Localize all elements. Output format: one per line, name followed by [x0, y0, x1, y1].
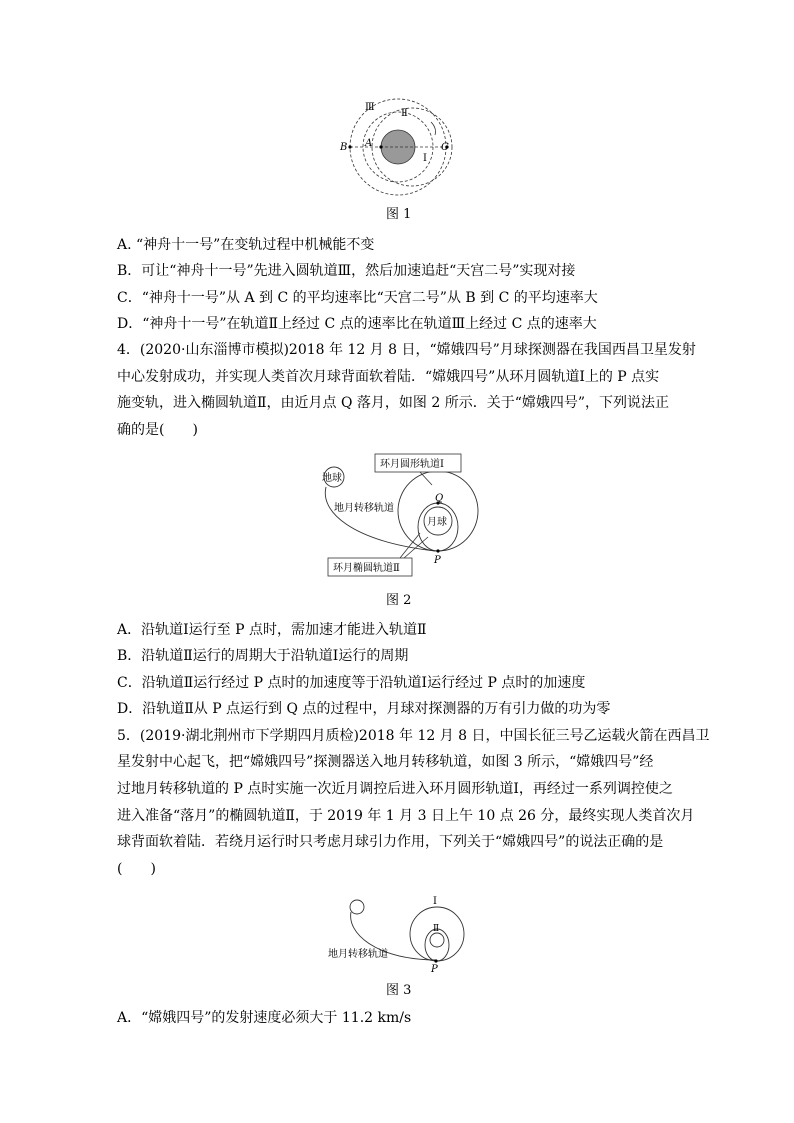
label-orbit-1: 环月圆形轨道Ⅰ: [380, 459, 444, 470]
orbit-1-pointer: [420, 472, 432, 485]
figure-3-diagram: [325, 893, 475, 973]
q3-option-c: C．“神舟十一号”从 A 到 C 的平均速率比“天宫二号”从 B 到 C 的平均速率大: [117, 290, 598, 306]
moon-circle: [430, 933, 444, 947]
q5-line-2: 星发射中心起飞，把“嫦娥四号”探测器送入地月转移轨道，如图 3 所示，“嫦娥四号”经: [117, 754, 654, 770]
q5-option-a: A．“嫦娥四号”的发射速度必须大于 11.2 km/s: [117, 1010, 412, 1026]
figure-2-diagram: [320, 451, 500, 581]
label-transfer-orbit: 地月转移轨道: [328, 949, 388, 960]
label-moon: 月球: [427, 517, 447, 528]
label-orbit-2: Ⅱ: [401, 108, 408, 119]
point-b: [348, 145, 351, 148]
figure-1: [335, 100, 465, 200]
point-p: [436, 549, 439, 552]
q5-line-6: ( ): [117, 861, 156, 877]
q4-option-b: B．沿轨道Ⅱ运行的周期大于沿轨道Ⅰ运行的周期: [117, 648, 409, 664]
figure-2: [320, 451, 500, 581]
transfer-orbit: [325, 487, 435, 551]
q5-line-3: 过地月转移轨道的 P 点时实施一次近月调控后进入环月圆形轨道Ⅰ，再经过一系列调控使之: [117, 781, 673, 797]
figure-1-caption: 图 1: [386, 207, 412, 222]
label-b: B: [340, 142, 348, 153]
label-orbit-1: Ⅰ: [433, 896, 437, 907]
figure-3-caption: 图 3: [386, 983, 412, 998]
earth-circle: [350, 900, 364, 914]
q4-line-1: 4．(2020·山东淄博市模拟)2018 年 12 月 8 日，“嫦娥四号”月球探测器在我国西昌卫星发射: [117, 342, 696, 358]
q5-line-5: 球背面软着陆．若绕月运行时只考虑月球引力作用，下列关于“嫦娥四号”的说法正确的是: [117, 834, 664, 850]
q5-line-1: 5．(2019·湖北荆州市下学期四月质检)2018 年 12 月 8 日，中国长征三号乙运载火箭在西昌卫: [117, 728, 710, 744]
label-orbit-2: 环月椭圆轨道Ⅱ: [333, 563, 400, 574]
figure-1-diagram: [335, 100, 465, 200]
label-c: C: [441, 142, 449, 153]
q3-option-d: D．“神舟十一号”在轨道Ⅱ上经过 C 点的速率比在轨道Ⅲ上经过 C 点的速率大: [117, 316, 597, 332]
q5-line-4: 进入准备“落月”的椭圆轨道Ⅱ，于 2019 年 1 月 3 日上午 10 点 26 分，最终实现人类首次月: [117, 808, 695, 824]
label-p: P: [434, 555, 441, 566]
label-earth: 地球: [322, 473, 342, 484]
label-orbit-1: Ⅰ: [423, 153, 427, 164]
orbit-2-pointer-b: [404, 537, 428, 558]
q4-line-2: 中心发射成功，并实现人类首次月球背面软着陆．“嫦娥四号”从环月圆轨道Ⅰ上的 P 点实: [117, 369, 660, 385]
label-q: Q: [435, 493, 444, 504]
label-transfer-orbit: 地月转移轨道: [334, 503, 394, 514]
q4-option-d: D．沿轨道Ⅱ从 P 点运行到 Q 点的过程中，月球对探测器的万有引力做的功为零: [117, 701, 611, 717]
q3-option-b: B．可让“神舟十一号”先进入圆轨道Ⅲ，然后加速追赶“天宫二号”实现对接: [117, 263, 576, 279]
figure-2-caption: 图 2: [386, 593, 412, 608]
q4-option-a: A．沿轨道Ⅰ运行至 P 点时，需加速才能进入轨道Ⅱ: [117, 622, 427, 638]
label-a: A: [365, 138, 373, 149]
point-a: [379, 145, 382, 148]
q4-line-4: 确的是( ): [117, 422, 198, 438]
label-orbit-2: Ⅱ: [433, 924, 440, 934]
q3-option-a: A. “神舟十一号”在变轨过程中机械能不变: [117, 237, 375, 253]
label-orbit-3: Ⅲ: [365, 102, 375, 113]
direction-arrow: [431, 122, 436, 135]
q4-option-c: C．沿轨道Ⅱ运行经过 P 点时的加速度等于沿轨道Ⅰ运行经过 P 点时的加速度: [117, 675, 586, 691]
figure-3: [325, 893, 475, 973]
q4-line-3: 施变轨，进入椭圆轨道Ⅱ，由近月点 Q 落月，如图 2 所示．关于“嫦娥四号”，下列说法正: [117, 395, 670, 411]
label-p: P: [431, 964, 438, 975]
point-p: [434, 959, 437, 962]
